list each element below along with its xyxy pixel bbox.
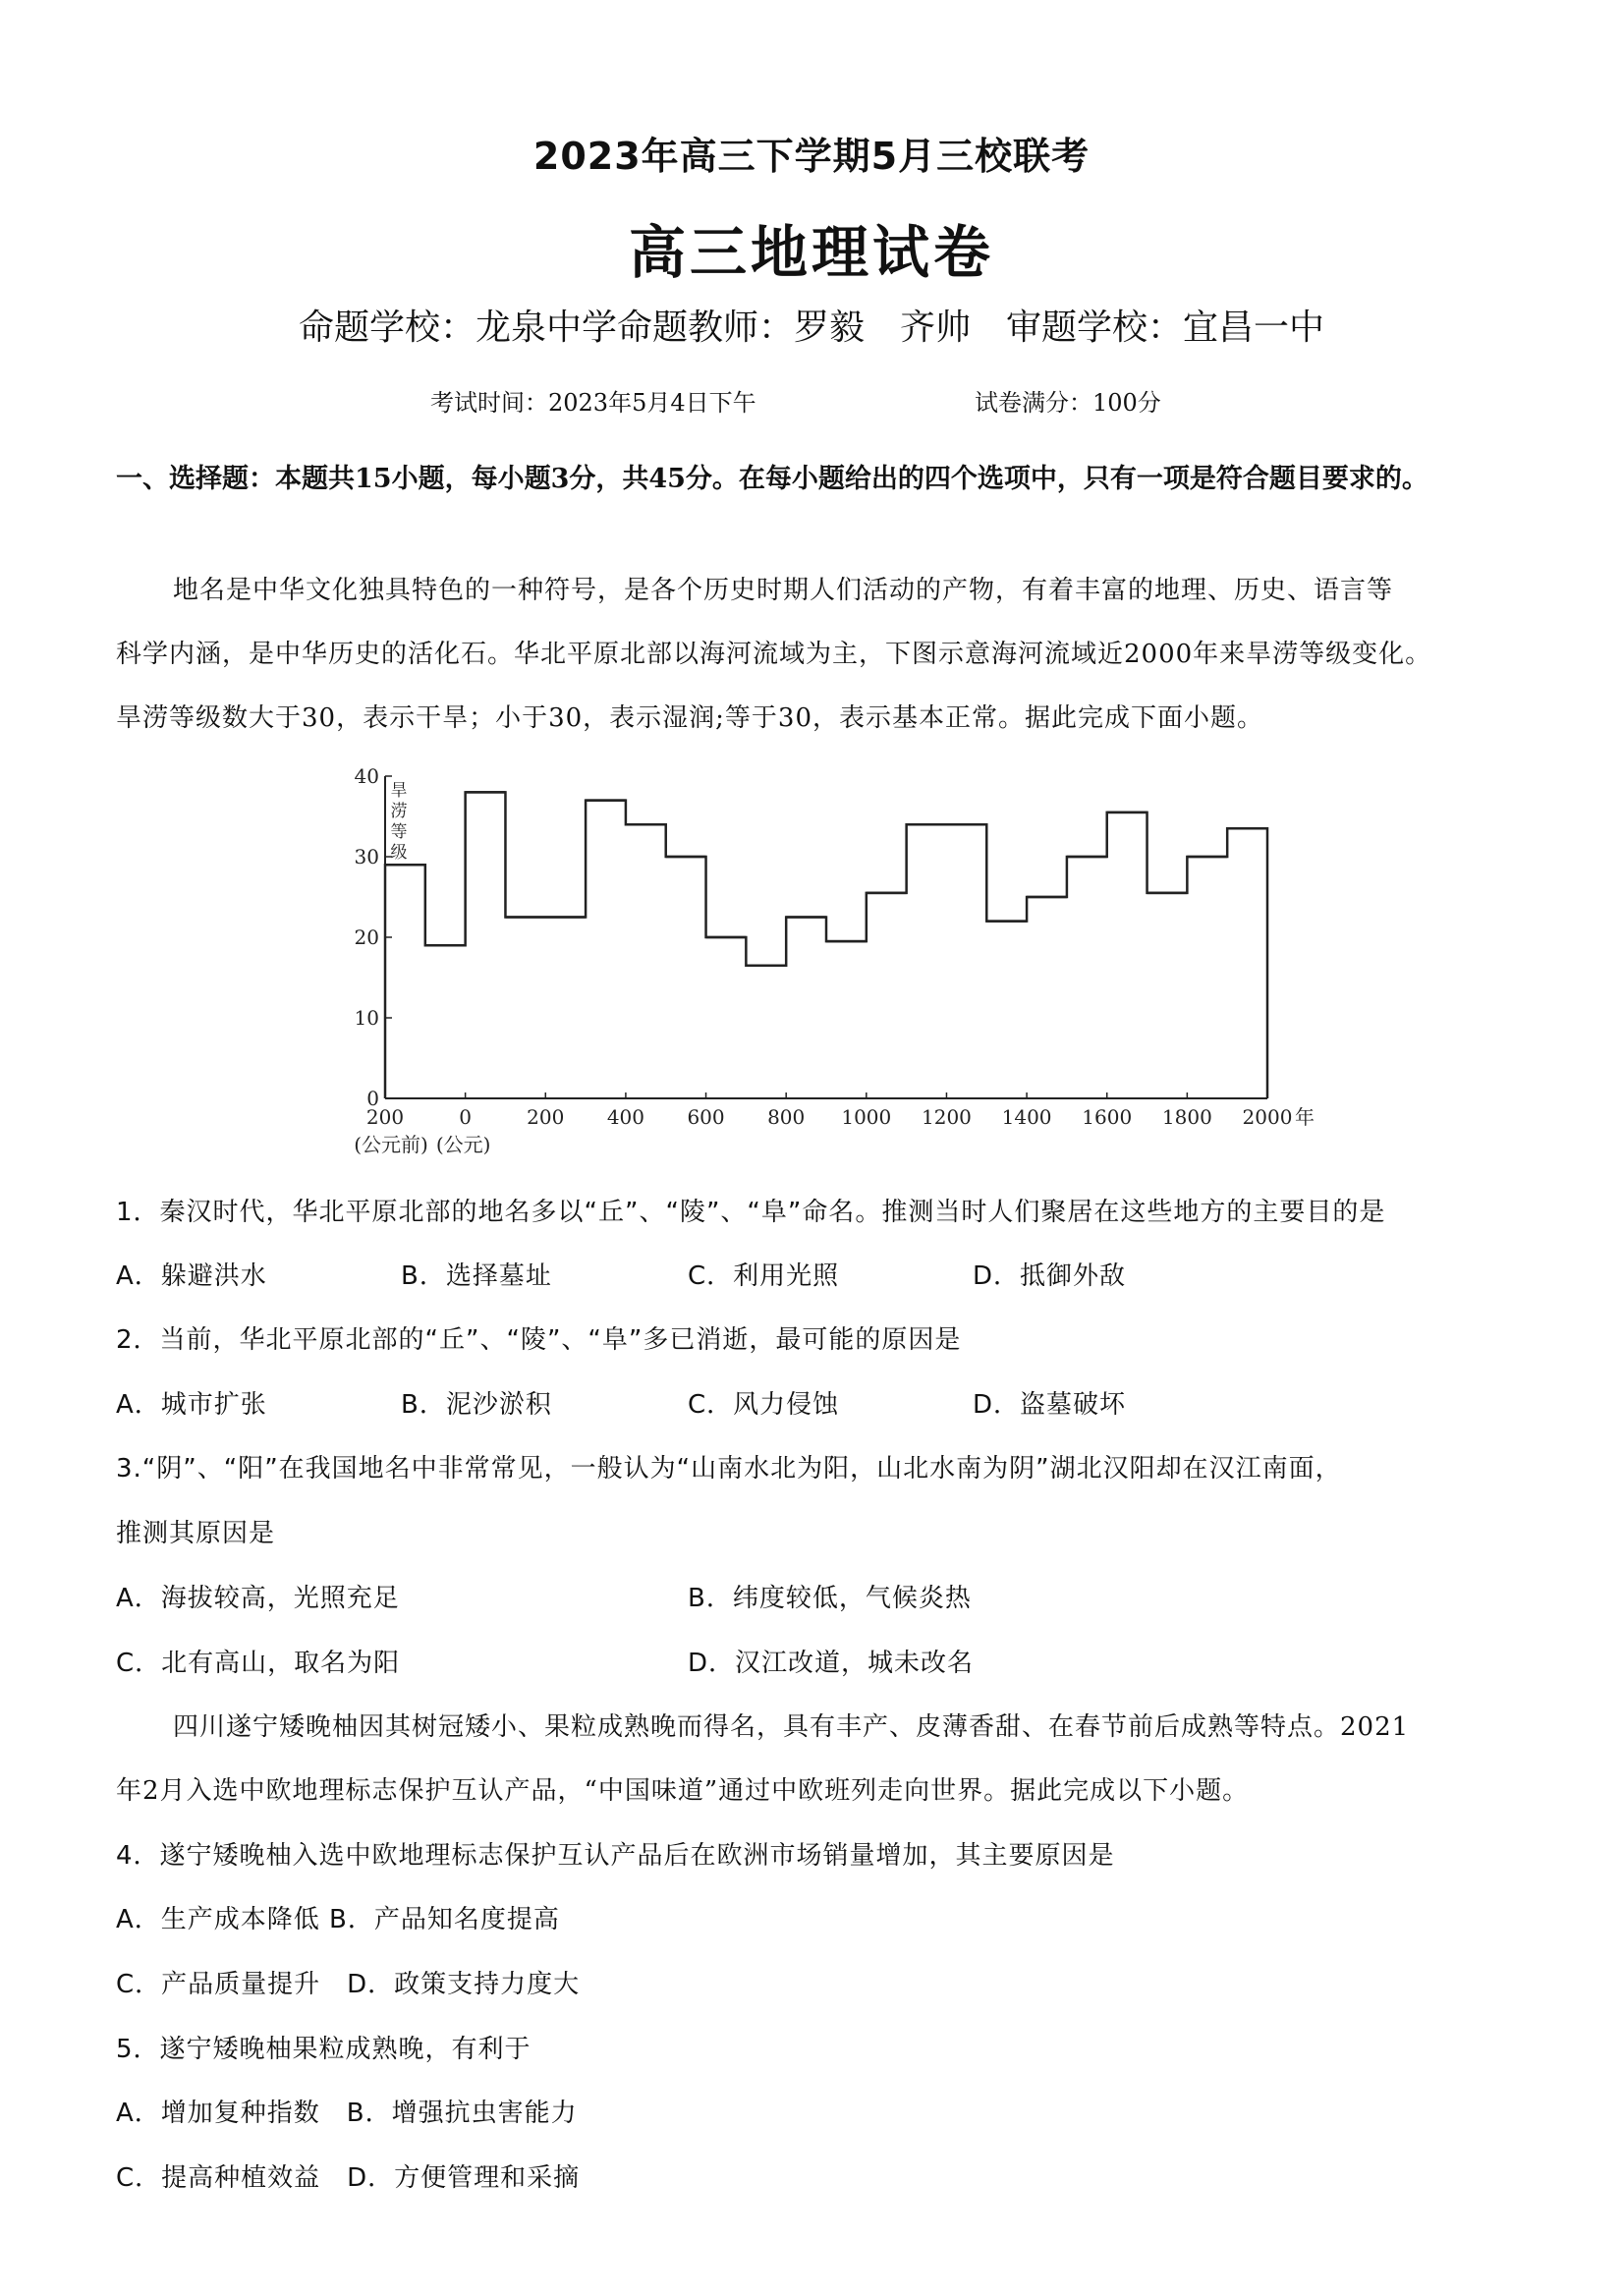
q5-options-cd: C．提高种植效益 D．方便管理和采摘	[116, 2163, 581, 2193]
q1-stem: 1．秦汉时代，华北平原北部的地名多以“丘”、“陵”、“阜”命名。推测当时人们聚居在这些地方的主要目的是	[116, 1198, 1386, 1227]
q2-option-b: B．泥沙淤积	[401, 1390, 552, 1420]
q1-option-b: B．选择墓址	[401, 1261, 552, 1291]
y-axis-label-char: 等	[390, 822, 408, 842]
x-sub-label-bc: (公元前)	[354, 1133, 428, 1156]
q4-options-cd: C．产品质量提升 D．政策支持力度大	[116, 1970, 581, 1999]
y-axis-label-char: 级	[390, 843, 408, 863]
q2-option-a: A．城市扩张	[116, 1390, 267, 1420]
series-line	[385, 792, 1267, 1098]
exam-line: 2023年高三下学期5月三校联考	[532, 135, 1091, 178]
y-tick-label: 20	[354, 925, 379, 949]
section-heading: 一、选择题：本题共15小题，每小题3分，共45分。在每小题给出的四个选项中，只有一项是符合题目要求的。	[116, 464, 1428, 494]
authors-line: 命题学校：龙泉中学命题教师：罗毅 齐帅 审题学校：宜昌一中	[298, 308, 1324, 348]
q1-option-c: C．利用光照	[688, 1261, 840, 1291]
x-tick-label: 0	[459, 1105, 473, 1129]
y-tick-label: 0	[366, 1087, 379, 1110]
full-score: 试卷满分：100分	[975, 389, 1161, 417]
q5-options-ab: A．增加复种指数 B．增强抗虫害能力	[116, 2099, 578, 2128]
page-title: 高三地理试卷	[628, 219, 994, 286]
q3-option-b: B．纬度较低，气候炎热	[688, 1584, 972, 1613]
exam-time: 考试时间：2023年5月4日下午	[430, 389, 756, 417]
intro2-line1: 四川遂宁矮晚柚因其树冠矮小、果粒成熟晚而得名，具有丰产、皮薄香甜、在春节前后成熟等特点。2021	[173, 1712, 1410, 1742]
x-tick-label: 2000	[1242, 1105, 1293, 1129]
x-tick-label: 200	[365, 1105, 405, 1129]
q2-stem: 2．当前，华北平原北部的“丘”、“陵”、“阜”多已消逝，最可能的原因是	[116, 1325, 962, 1355]
y-tick-label: 30	[354, 845, 379, 868]
q1-option-d: D．抵御外敌	[973, 1261, 1127, 1291]
q2-option-c: C．风力侵蚀	[688, 1390, 840, 1420]
x-tick-label: 800	[767, 1105, 806, 1129]
x-tick-label: 1600	[1082, 1105, 1133, 1129]
x-tick-label: 600	[687, 1105, 725, 1129]
y-tick-label: 40	[354, 764, 379, 788]
q3-option-a: A．海拔较高，光照充足	[116, 1584, 400, 1613]
x-sub-label-ad: (公元)	[435, 1133, 491, 1156]
x-tick-label: 1000	[841, 1105, 892, 1129]
x-tick-label: 1800	[1161, 1105, 1212, 1129]
y-tick-label: 10	[354, 1006, 379, 1030]
q5-stem: 5．遂宁矮晚柚果粒成熟晚，有利于	[116, 2035, 532, 2064]
y-axis-label-char: 涝	[390, 802, 408, 821]
q3-stem-line1: 3.“阴”、“阳”在我国地名中非常常见，一般认为“山南水北为阳，山北水南为阴”湖北汉阳却在汉江南面，	[116, 1454, 1342, 1484]
x-tick-label: 1400	[1001, 1105, 1052, 1129]
x-unit-label: 年	[1295, 1105, 1315, 1129]
x-tick-label: 1200	[922, 1105, 972, 1129]
q3-option-c: C．北有高山，取名为阳	[116, 1649, 401, 1678]
intro1-line2: 科学内涵，是中华历史的活化石。华北平原北部以海河流域为主，下图示意海河流域近2000年来旱涝等级变化。	[116, 640, 1432, 669]
x-tick-label: 200	[527, 1105, 565, 1129]
q4-stem: 4．遂宁矮晚柚入选中欧地理标志保护互认产品后在欧洲市场销量增加，其主要原因是	[116, 1841, 1115, 1871]
q3-option-d: D．汉江改道，城未改名	[688, 1649, 975, 1678]
q2-option-d: D．盗墓破坏	[973, 1390, 1127, 1420]
intro2-line2: 年2月入选中欧地理标志保护互认产品，“中国味道”通过中欧班列走向世界。据此完成以下小题。	[116, 1776, 1250, 1806]
q3-stem-line2: 推测其原因是	[116, 1519, 276, 1548]
q1-option-a: A．躲避洪水	[116, 1261, 267, 1291]
y-axis-label-char: 旱	[390, 781, 408, 801]
drought-flood-chart	[324, 756, 1326, 1169]
x-tick-label: 400	[606, 1105, 645, 1129]
q4-options-ab: A．生产成本降低 B．产品知名度提高	[116, 1905, 560, 1934]
intro1-line1: 地名是中华文化独具特色的一种符号，是各个历史时期人们活动的产物，有着丰富的地理、历史、语言等	[173, 576, 1394, 605]
intro1-line3: 旱涝等级数大于30，表示干旱；小于30，表示湿润;等于30，表示基本正常。据此完成下面小题。	[116, 703, 1264, 733]
